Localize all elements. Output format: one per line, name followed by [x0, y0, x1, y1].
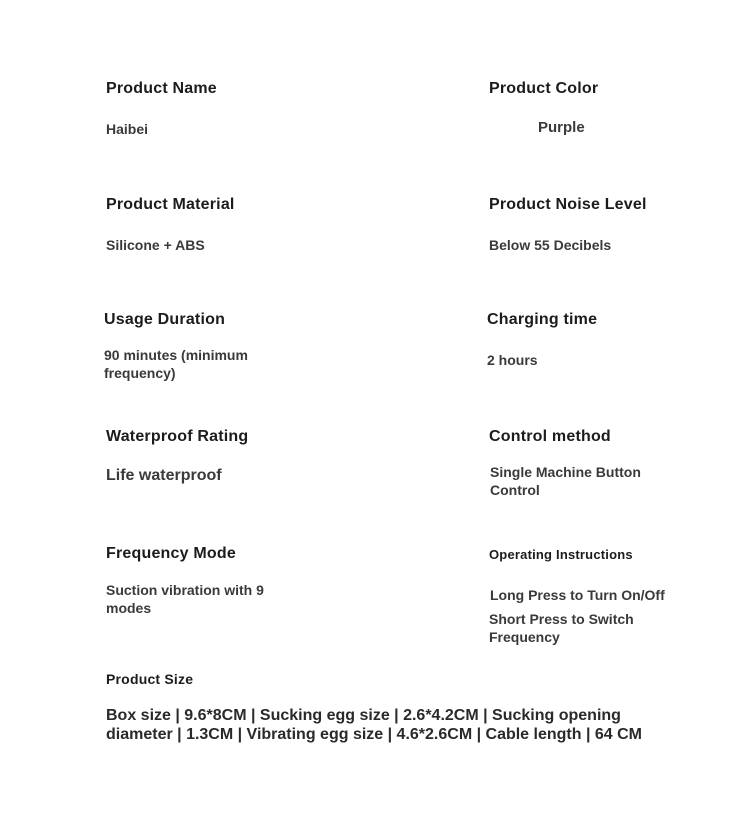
frequency-mode-label: Frequency Mode: [106, 545, 236, 562]
product-name-label: Product Name: [106, 80, 217, 97]
charging-time-value: 2 hours: [487, 352, 538, 368]
usage-duration-label: Usage Duration: [104, 311, 226, 328]
product-name-value: Haibei: [106, 121, 149, 137]
charging-time-label: Charging time: [487, 311, 598, 328]
control-method-label: Control method: [489, 428, 611, 445]
product-size-label: Product Size: [106, 671, 194, 687]
operating-instructions-line1: Long Press to Turn On/Off: [490, 587, 665, 603]
operating-instructions-label: Operating Instructions: [489, 547, 633, 562]
waterproof-label: Waterproof Rating: [106, 428, 249, 445]
product-material-label: Product Material: [106, 196, 235, 213]
operating-instructions-line2: Short Press to Switch Frequency: [489, 611, 634, 645]
noise-level-value: Below 55 Decibels: [489, 237, 612, 253]
product-material-value: Silicone + ABS: [106, 237, 205, 253]
product-color-value: Purple: [538, 119, 585, 136]
frequency-mode-value: Suction vibration with 9 modes: [106, 582, 264, 616]
noise-level-label: Product Noise Level: [489, 196, 647, 213]
control-method-value: Single Machine Button Control: [490, 464, 641, 498]
waterproof-value: Life waterproof: [106, 467, 222, 484]
product-size-value: Box size | 9.6*8CM | Sucking egg size | 2.6*4.2CM | Sucking opening diameter | 1.3CM | Vibrating egg size | 4.6*2.6CM | Cable length | 64 CM: [106, 707, 643, 743]
product-color-label: Product Color: [489, 80, 599, 97]
usage-duration-value: 90 minutes (minimum frequency): [104, 347, 248, 381]
